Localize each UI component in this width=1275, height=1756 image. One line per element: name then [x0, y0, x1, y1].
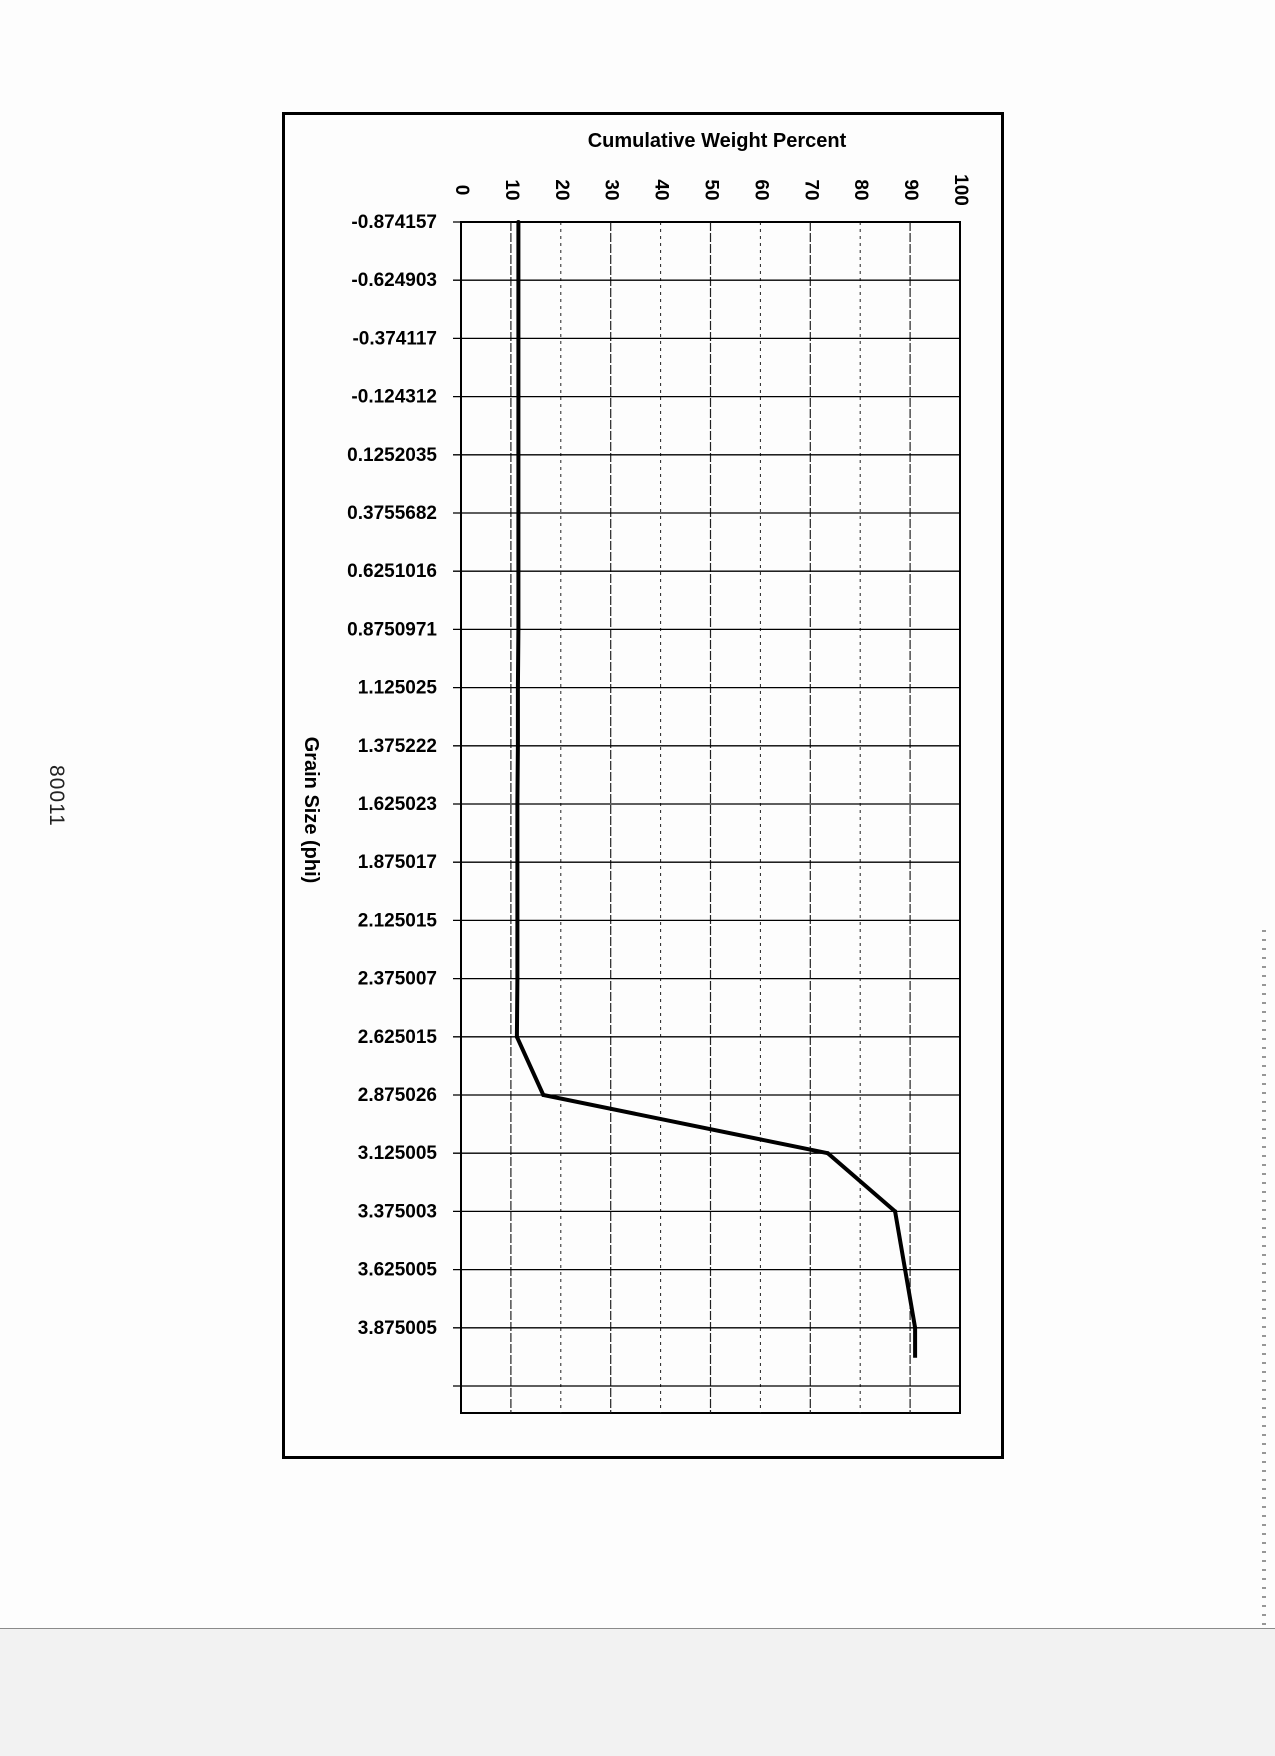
value-tick-label: 20: [550, 179, 572, 201]
category-tick-label: 0.6251016: [347, 561, 437, 583]
data-point: [515, 802, 519, 806]
data-point: [516, 395, 520, 399]
tick-layer: [347, 174, 971, 1339]
data-point: [515, 918, 519, 922]
category-tick-label: 2.625015: [357, 1026, 437, 1048]
value-tick-label: 0: [450, 184, 472, 196]
category-tick-label: 1.625023: [357, 794, 437, 816]
data-point: [516, 627, 520, 631]
category-tick-label: -0.624903: [351, 270, 437, 292]
data-point: [903, 1268, 907, 1272]
series-line: [517, 222, 915, 1358]
data-point: [516, 278, 520, 282]
data-point: [515, 860, 519, 864]
page-number: 80011: [45, 765, 68, 827]
data-point: [541, 1093, 545, 1097]
value-tick-label: 60: [750, 179, 772, 201]
category-tick-label: 3.375003: [357, 1201, 437, 1223]
data-point: [893, 1209, 897, 1213]
category-tick-label: 3.125005: [357, 1143, 437, 1165]
category-tick-label: 2.875026: [357, 1085, 437, 1107]
value-tick-label: 30: [600, 179, 622, 201]
scan-edge-noise: [1262, 930, 1266, 1630]
value-tick-label: 10: [500, 179, 522, 201]
value-tick-label: 90: [900, 179, 922, 201]
data-point: [913, 1326, 917, 1330]
category-tick-label: 1.125025: [357, 677, 437, 699]
category-tick-label: -0.374117: [352, 328, 437, 350]
value-tick-label: 70: [800, 179, 822, 201]
category-tick-label: -0.874157: [351, 212, 437, 234]
value-tick-label: 50: [700, 179, 722, 201]
data-point: [515, 977, 519, 981]
data-point: [515, 1035, 519, 1039]
chart-title: Cumulative Weight Percent: [587, 130, 847, 152]
data-point: [516, 453, 520, 457]
grid-layer: [453, 222, 960, 1413]
category-tick-label: -0.124312: [351, 386, 437, 408]
category-tick-label: 2.375007: [357, 968, 437, 990]
value-tick-label: 100: [949, 174, 971, 206]
data-point: [516, 336, 520, 340]
data-point: [516, 511, 520, 515]
category-tick-label: 0.1252035: [347, 444, 437, 466]
category-tick-label: 3.875005: [357, 1317, 437, 1339]
category-tick-label: 1.875017: [357, 852, 437, 874]
x-axis-label: Grain Size (phi): [300, 736, 322, 884]
category-tick-label: 0.8750971: [347, 619, 437, 641]
data-point: [516, 220, 520, 224]
series-layer: [515, 220, 917, 1358]
value-tick-label: 80: [850, 179, 872, 201]
category-tick-label: 2.125015: [357, 910, 437, 932]
category-tick-label: 1.375222: [357, 735, 437, 757]
value-tick-label: 40: [650, 179, 672, 201]
data-point: [516, 744, 520, 748]
category-tick-label: 3.625005: [357, 1259, 437, 1281]
data-point: [516, 686, 520, 690]
scan-edge: [0, 1628, 1275, 1756]
data-point: [826, 1151, 830, 1155]
data-point: [516, 569, 520, 573]
category-tick-label: 0.3755682: [347, 503, 437, 525]
